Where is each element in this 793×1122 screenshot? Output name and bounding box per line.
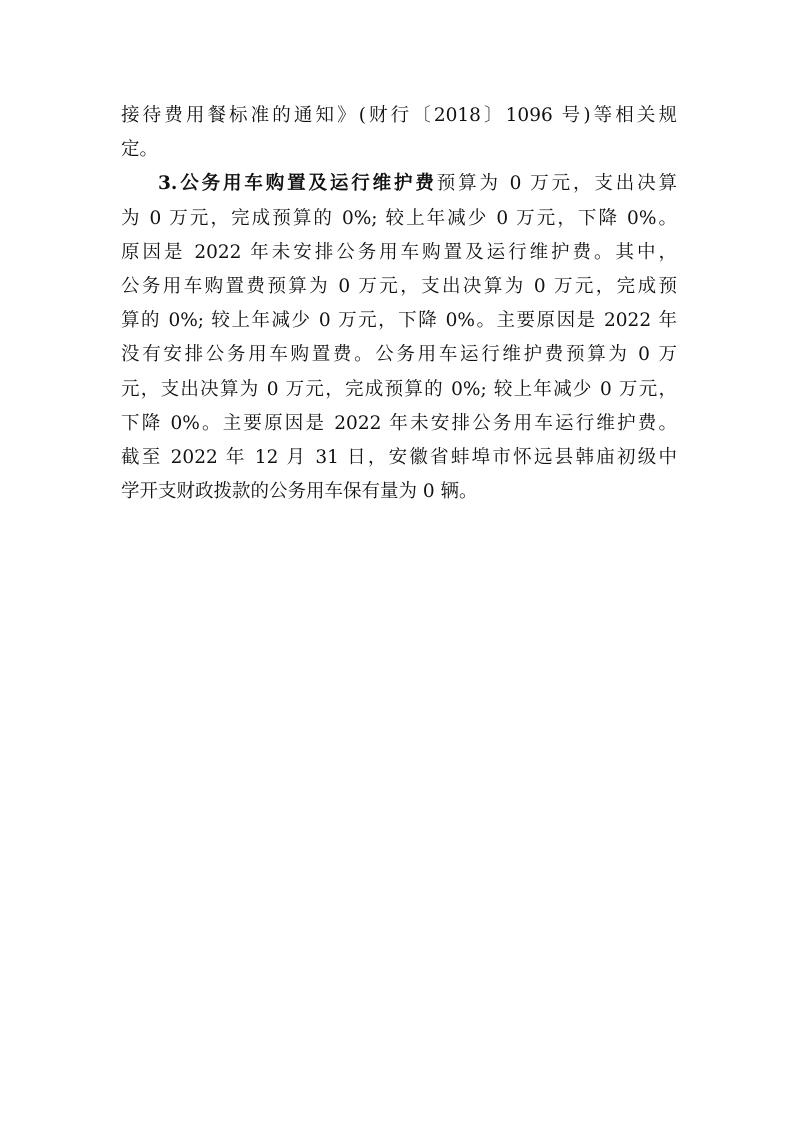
section-heading: 3.公务用车购置及运行维护费 <box>158 173 437 195</box>
paragraph-reception-standard <box>121 99 677 167</box>
text-line: 为 0 万元，完成预算的 0%; 较上年减少 0 万元，下降 0%。 <box>121 207 677 229</box>
text-line <box>121 167 677 201</box>
text-line: 公务用车购置费预算为 0 万元，支出决算为 0 万元，完成预 <box>121 275 677 297</box>
text-line: 学开支财政拨款的公务用车保有量为 0 辆。 <box>121 481 478 503</box>
text-line: 没有安排公务用车购置费。公务用车运行维护费预算为 0 万 <box>121 344 677 366</box>
text-line: 接待费用餐标准的通知》(财行〔2018〕1096 号)等相关规 <box>121 105 677 126</box>
paragraph-official-vehicles <box>121 167 677 509</box>
text-line: 截至 2022 年 12 月 31 日，安徽省蚌埠市怀远县韩庙初级中 <box>121 446 677 468</box>
text-line: 元，支出决算为 0 万元，完成预算的 0%; 较上年减少 0 万元， <box>121 378 677 400</box>
text-line: 定。 <box>121 139 159 161</box>
text-line: 原因是 2022 年未安排公务用车购置及运行维护费。其中， <box>121 241 677 263</box>
text-fragment: 预算为 0 万元，支出决算 <box>436 173 677 195</box>
text-line: 算的 0%; 较上年减少 0 万元，下降 0%。主要原因是 2022 年 <box>121 310 677 332</box>
text-line: 下降 0%。主要原因是 2022 年未安排公务用车运行维护费。 <box>121 412 677 434</box>
document-body <box>121 99 677 509</box>
